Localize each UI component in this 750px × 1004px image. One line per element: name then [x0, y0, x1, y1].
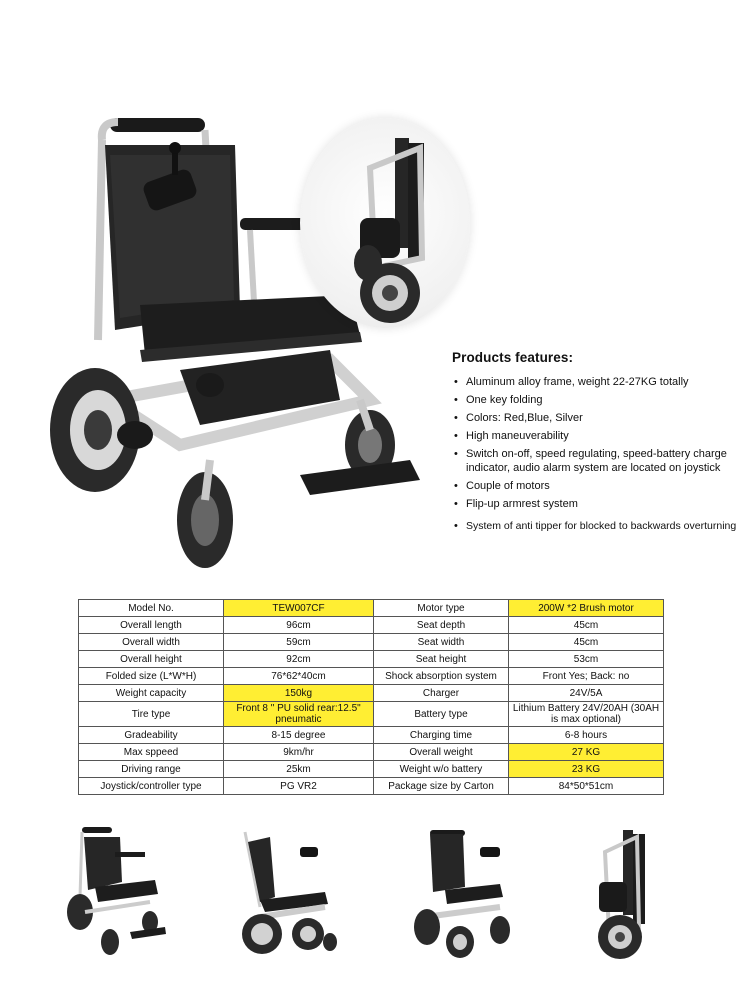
wheelchair-thumbnail-rear: [405, 822, 515, 962]
spec-value: 53cm: [509, 651, 664, 668]
spec-value: 9km/hr: [224, 744, 374, 761]
spec-row: [79, 634, 664, 651]
product-features: [452, 350, 742, 537]
spec-table: [78, 599, 664, 795]
spec-value: 6-8 hours: [509, 727, 664, 744]
spec-value: Front 8 " PU solid rear:12.5" pneumatic: [224, 702, 374, 727]
wheelchair-thumbnail-side: [230, 822, 340, 962]
spec-value: 92cm: [224, 651, 374, 668]
spec-row: [79, 744, 664, 761]
wheelchair-thumbnail-front: [60, 822, 170, 962]
feature-item: • Flip-up armrest system: [452, 497, 742, 511]
features-list: [452, 375, 742, 533]
spec-label: Charger: [374, 685, 509, 702]
spec-value: 200W *2 Brush motor: [509, 600, 664, 617]
spec-value: Lithium Battery 24V/20AH (30AH is max optional): [509, 702, 664, 727]
spec-label: Driving range: [79, 761, 224, 778]
spec-label: Motor type: [374, 600, 509, 617]
spec-value: 27 KG: [509, 744, 664, 761]
feature-item: • System of anti tipper for blocked to backwards overturning: [452, 519, 742, 533]
spec-label: Seat height: [374, 651, 509, 668]
spec-row: [79, 600, 664, 617]
folded-wheelchair-inset: [300, 118, 470, 328]
spec-value: PG VR2: [224, 778, 374, 795]
spec-value: 84*50*51cm: [509, 778, 664, 795]
spec-row: [79, 727, 664, 744]
thumbnail-strip: [60, 822, 700, 962]
spec-label: Shock absorption system: [374, 668, 509, 685]
spec-label: Package size by Carton: [374, 778, 509, 795]
spec-row: [79, 778, 664, 795]
feature-item: • Couple of motors: [452, 479, 742, 493]
spec-label: Weight capacity: [79, 685, 224, 702]
spec-row: [79, 761, 664, 778]
spec-label: Overall length: [79, 617, 224, 634]
spec-label: Seat width: [374, 634, 509, 651]
feature-item: • One key folding: [452, 393, 742, 407]
features-title: Products features:: [452, 350, 574, 365]
spec-label: Gradeability: [79, 727, 224, 744]
spec-label: Folded size (L*W*H): [79, 668, 224, 685]
spec-value: 76*62*40cm: [224, 668, 374, 685]
feature-item: • Aluminum alloy frame, weight 22-27KG totally: [452, 375, 742, 389]
spec-value: Front Yes; Back: no: [509, 668, 664, 685]
spec-label: Seat depth: [374, 617, 509, 634]
spec-table-body: [79, 600, 664, 795]
spec-label: Overall width: [79, 634, 224, 651]
spec-value: 25km: [224, 761, 374, 778]
spec-value: 96cm: [224, 617, 374, 634]
spec-label: Overall height: [79, 651, 224, 668]
spec-value: 59cm: [224, 634, 374, 651]
spec-row: [79, 617, 664, 634]
spec-row: [79, 685, 664, 702]
spec-value: TEW007CF: [224, 600, 374, 617]
spec-label: Model No.: [79, 600, 224, 617]
spec-value: 150kg: [224, 685, 374, 702]
spec-value: 45cm: [509, 634, 664, 651]
spec-label: Joystick/controller type: [79, 778, 224, 795]
spec-row: [79, 668, 664, 685]
wheelchair-thumbnail-folded: [575, 822, 685, 962]
spec-label: Max sppeed: [79, 744, 224, 761]
folded-wheelchair-icon: [300, 118, 470, 328]
spec-value: 8-15 degree: [224, 727, 374, 744]
spec-value: 23 KG: [509, 761, 664, 778]
spec-label: Battery type: [374, 702, 509, 727]
spec-label: Overall weight: [374, 744, 509, 761]
feature-item: • Colors: Red,Blue, Silver: [452, 411, 742, 425]
feature-item: • High maneuverability: [452, 429, 742, 443]
feature-item: • Switch on-off, speed regulating, speed-battery charge indicator, audio alarm system are located on joystick: [452, 447, 742, 475]
spec-label: Weight w/o battery: [374, 761, 509, 778]
spec-value: 24V/5A: [509, 685, 664, 702]
spec-row: [79, 651, 664, 668]
spec-label: Charging time: [374, 727, 509, 744]
spec-value: 45cm: [509, 617, 664, 634]
spec-row: [79, 702, 664, 727]
spec-label: Tire type: [79, 702, 224, 727]
